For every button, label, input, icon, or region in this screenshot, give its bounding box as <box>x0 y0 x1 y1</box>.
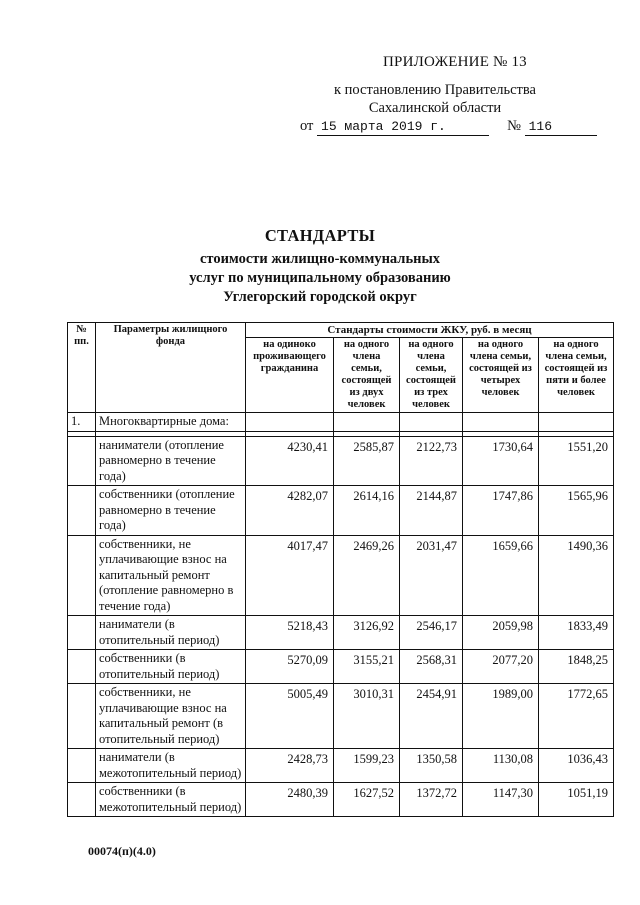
table-row <box>68 749 614 783</box>
value-cell: 1130,08 <box>463 749 539 783</box>
value-cell: 2031,47 <box>400 535 463 616</box>
row-label: собственники (отопление равномерно в течение года) <box>96 486 246 536</box>
subheader-cell: на одиноко проживающего гражданина <box>246 338 334 413</box>
appendix-heading: ПРИЛОЖЕНИЕ № 13 <box>383 54 527 70</box>
value-cell: 1659,66 <box>463 535 539 616</box>
decree-date: 15 марта 2019 г. <box>317 119 489 136</box>
value-cell: 4017,47 <box>246 535 334 616</box>
value-cell: 5270,09 <box>246 650 334 684</box>
value-cell: 5005,49 <box>246 684 334 749</box>
table-row <box>68 535 614 616</box>
value-cell: 1747,86 <box>463 486 539 536</box>
value-cell: 5218,43 <box>246 616 334 650</box>
table-row <box>68 436 614 486</box>
value-cell: 3155,21 <box>334 650 400 684</box>
value-cell: 1350,58 <box>400 749 463 783</box>
decree-line-2: Сахалинской области <box>368 100 502 116</box>
subheader-cell: на одного члена семьи, состоящей из четырех человек <box>463 338 539 413</box>
row-label: собственники (в межотопительный период) <box>96 783 246 817</box>
value-cell: 1730,64 <box>463 436 539 486</box>
value-cell: 2454,91 <box>400 684 463 749</box>
document-subtitle <box>0 250 640 307</box>
row-label: собственники (в отопительный период) <box>96 650 246 684</box>
row-label: собственники, не уплачивающие взнос на капитальный ремонт (отопление равномерно в течение года) <box>96 535 246 616</box>
value-cell: 2614,16 <box>334 486 400 536</box>
row-label: собственники, не уплачивающие взнос на капитальный ремонт (в отопительный период) <box>96 684 246 749</box>
table-row <box>68 684 614 749</box>
value-cell: 2077,20 <box>463 650 539 684</box>
value-cell: 1372,72 <box>400 783 463 817</box>
value-cell: 4230,41 <box>246 436 334 486</box>
standards-table <box>67 322 614 817</box>
subtitle-line-3: Углегорский городской округ <box>223 289 417 305</box>
value-cell: 3126,92 <box>334 616 400 650</box>
value-cell: 1599,23 <box>334 749 400 783</box>
decree-date-row <box>300 118 597 136</box>
decree-line-1: к постановлению Правительства <box>334 82 536 98</box>
value-cell: 4282,07 <box>246 486 334 536</box>
subheader-cell: на одного члена семьи, состоящей из двух человек <box>334 338 400 413</box>
row-label: наниматели (отопление равномерно в течение года) <box>96 436 246 486</box>
header-params: Параметры жилищного фонда <box>96 323 246 413</box>
value-cell: 1051,19 <box>539 783 614 817</box>
value-cell: 2546,17 <box>400 616 463 650</box>
value-cell: 2568,31 <box>400 650 463 684</box>
value-cell: 1147,30 <box>463 783 539 817</box>
decree-reference <box>300 81 570 117</box>
value-cell: 2122,73 <box>400 436 463 486</box>
subheader-cell: на одного члена семьи, состоящей из трех человек <box>400 338 463 413</box>
value-cell: 3010,31 <box>334 684 400 749</box>
table-row <box>68 486 614 536</box>
section-row <box>68 413 614 432</box>
document-title: СТАНДАРТЫ <box>264 226 376 245</box>
value-cell: 1833,49 <box>539 616 614 650</box>
number-prefix: № <box>507 118 521 134</box>
header-standards-group: Стандарты стоимости ЖКУ, руб. в месяц <box>246 323 614 338</box>
value-cell: 1627,52 <box>334 783 400 817</box>
value-cell: 1036,43 <box>539 749 614 783</box>
value-cell: 1551,20 <box>539 436 614 486</box>
form-code: 00074(п)(4.0) <box>88 844 156 858</box>
value-cell: 2585,87 <box>334 436 400 486</box>
row-label: наниматели (в межотопительный период) <box>96 749 246 783</box>
value-cell: 2428,73 <box>246 749 334 783</box>
value-cell: 2480,39 <box>246 783 334 817</box>
decree-number: 116 <box>525 119 597 136</box>
value-cell: 1565,96 <box>539 486 614 536</box>
value-cell: 2469,26 <box>334 535 400 616</box>
subtitle-line-1: стоимости жилищно-коммунальных <box>199 251 441 267</box>
date-prefix: от <box>300 118 314 134</box>
subheader-cell: на одного члена семьи, состоящей из пяти и более человек <box>539 338 614 413</box>
value-cell: 2144,87 <box>400 486 463 536</box>
value-cell: 1772,65 <box>539 684 614 749</box>
section-label: Многоквартирные дома: <box>96 413 246 432</box>
table-row <box>68 650 614 684</box>
value-cell: 1848,25 <box>539 650 614 684</box>
value-cell: 1490,36 <box>539 535 614 616</box>
header-no: № пп. <box>68 323 96 413</box>
table-row <box>68 783 614 817</box>
table-row <box>68 616 614 650</box>
row-label: наниматели (в отопительный период) <box>96 616 246 650</box>
value-cell: 2059,98 <box>463 616 539 650</box>
value-cell: 1989,00 <box>463 684 539 749</box>
subtitle-line-2: услуг по муниципальному образованию <box>189 270 451 286</box>
section-number: 1. <box>68 413 96 432</box>
